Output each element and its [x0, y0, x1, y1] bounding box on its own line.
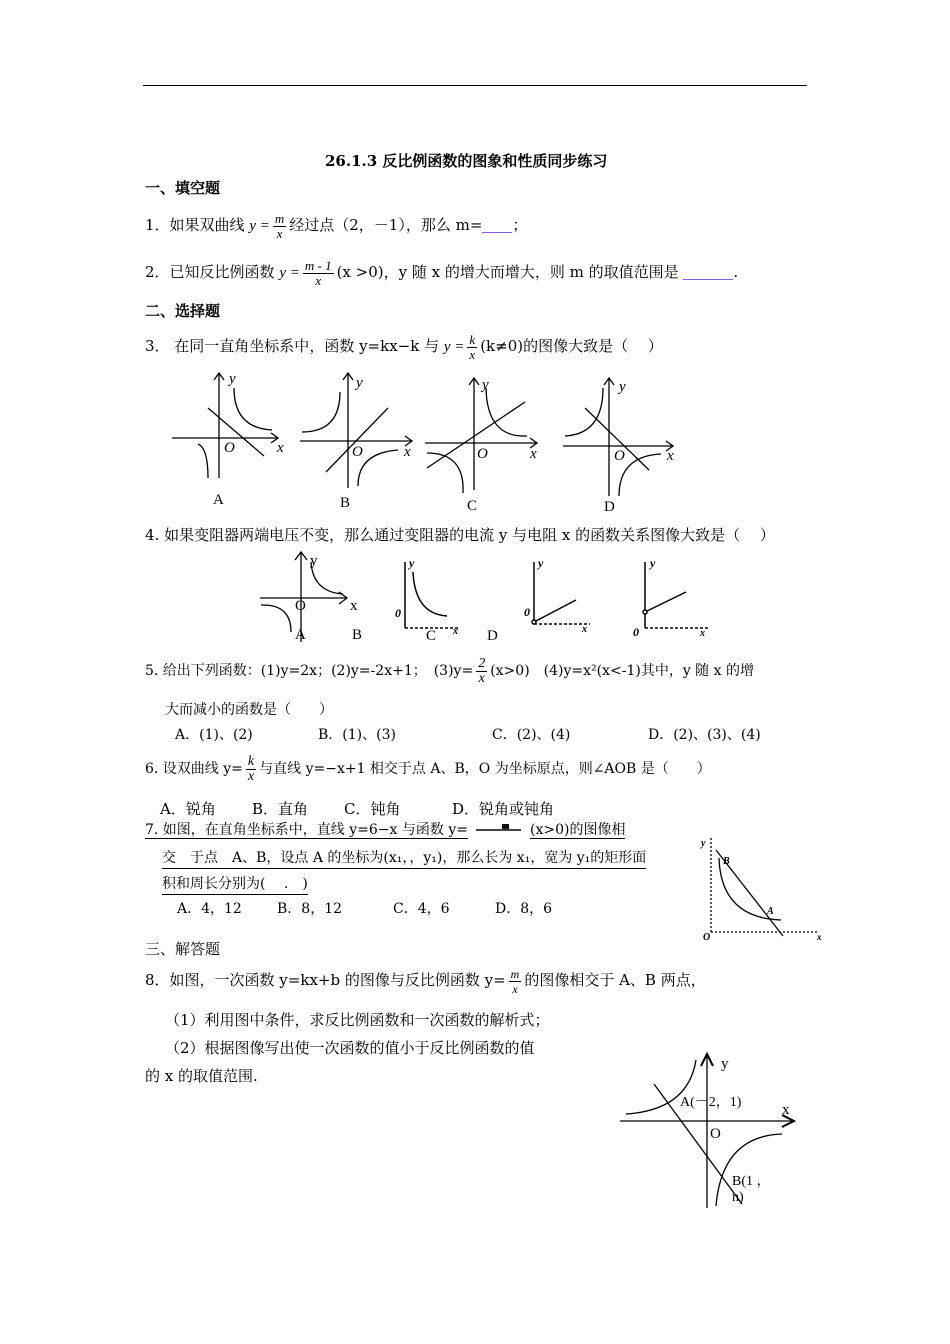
- q5-line-2: 大而减小的函数是（ ）: [165, 702, 333, 718]
- q7-fig-origin: O: [703, 932, 711, 943]
- q1-den: x: [276, 225, 283, 241]
- q6-option-d[interactable]: D．锐角或钝角: [452, 800, 555, 818]
- q4-option-d: D: [487, 628, 498, 644]
- q7-fig-point-a: A: [767, 906, 774, 917]
- q1-answer-blank[interactable]: [482, 220, 512, 233]
- q4d-origin-label: 0: [524, 605, 530, 619]
- q5-text-b: (x>0) (4)y=x²(x<-1)其中，y 随 x 的增: [490, 663, 754, 679]
- q8-part-1: （1）利用图中条件，求反比例函数和一次函数的解析式；: [165, 1011, 550, 1029]
- section-fill-blank: 一、填空题: [145, 179, 221, 197]
- q4d-y-label: y: [538, 556, 544, 570]
- q7-figure: [697, 828, 832, 948]
- q8-den: x: [512, 981, 518, 996]
- q3-lhs: y =: [443, 339, 465, 355]
- question-2: [145, 254, 738, 291]
- q8-fig-origin: O: [710, 1126, 721, 1142]
- q7-garbled-fraction: [468, 823, 530, 837]
- q8-fig-point-b: B(1 ，: [732, 1174, 771, 1189]
- q7-option-c[interactable]: C．4，6: [393, 901, 450, 917]
- q4-graph-a: [255, 550, 375, 645]
- q8-num: m: [510, 966, 520, 981]
- q6-option-b[interactable]: B．直角: [252, 800, 309, 818]
- q4e-origin-label: 0: [633, 625, 639, 639]
- question-8: [145, 962, 706, 998]
- q6-text: 6. 设双曲线 y=: [145, 761, 243, 777]
- q7-text-b: (x>0)的图像相: [529, 822, 626, 838]
- q3c-origin-label: O: [477, 446, 488, 462]
- q3-graph-b: [290, 368, 430, 511]
- question-5: [145, 652, 754, 690]
- q6-option-a[interactable]: A．锐角: [160, 800, 216, 818]
- q7-line-3: 积和周长分别为( . ): [162, 874, 308, 895]
- page-title: 26.1.3 反比例函数的图象和性质同步练习: [325, 152, 608, 170]
- q4-option-c: C: [426, 628, 437, 644]
- section-choice: 二、选择题: [145, 302, 221, 320]
- q6-fraction: [246, 755, 256, 784]
- q4c-x-label: x: [453, 626, 458, 637]
- q1-text: 1．如果双曲线: [145, 216, 245, 234]
- q4a-x-label: x: [350, 598, 358, 614]
- q3-graph-a: [160, 368, 300, 508]
- q7-option-a[interactable]: A．4，12: [177, 901, 242, 917]
- q3-num: k: [469, 331, 476, 347]
- header-rule: [143, 85, 807, 86]
- q7-line-2: 交 于点 A、B，设点 A 的坐标为(x₁，，y₁)，那么长为 x₁，宽为 y₁的矩形面: [162, 848, 646, 869]
- q3b-y-label: y: [356, 375, 363, 391]
- q3-den: x: [469, 346, 476, 362]
- question-6: [145, 750, 711, 788]
- q3d-y-label: y: [619, 379, 626, 395]
- q5-fraction: [476, 657, 487, 686]
- q4a-y-label: y: [310, 553, 318, 569]
- q5-num: 2: [478, 655, 486, 671]
- q3d-x-label: x: [667, 448, 674, 464]
- question-1: [145, 207, 527, 244]
- q3-text: 3． 在同一直角坐标系中，函数 y=kx−k 与: [145, 337, 440, 355]
- q2-fraction: [303, 259, 334, 288]
- q4e-y-label: y: [650, 556, 656, 570]
- q4-option-b: B: [352, 627, 363, 643]
- q2-num: m - 1: [304, 257, 332, 273]
- q3-fraction: [467, 333, 477, 362]
- q8-text-b: 的图像相交于 A、B 两点，: [524, 971, 706, 989]
- q8-fig-point-b-n: n): [732, 1190, 744, 1205]
- q3c-x-label: x: [530, 446, 537, 462]
- question-4: 4. 如果变阻器两端电压不变，那么通过变阻器的电流 y 与电阻 x 的函数关系图像大致是（ ）: [145, 526, 775, 544]
- q7-fig-x-label: x: [817, 932, 822, 942]
- q8-figure: [612, 1048, 812, 1213]
- q5-den: x: [478, 670, 485, 686]
- q4-graph-e: [620, 552, 720, 644]
- q3a-origin-label: O: [224, 440, 235, 456]
- q4-graph-c: [383, 552, 498, 644]
- q8-part-2-cont: 的 x 的取值范围.: [145, 1067, 258, 1085]
- q4c-y-label: y: [409, 556, 415, 570]
- q7-fig-y-label: y: [701, 838, 706, 849]
- q3b-origin-label: O: [352, 444, 363, 460]
- q8-text: 8．如图，一次函数 y=kx+b 的图像与反比例函数 y=: [145, 971, 506, 989]
- q1-text-b: 经过点（2，－1），那么 m=: [289, 216, 483, 234]
- q3d-option-label: D: [604, 499, 615, 515]
- q2-answer-blank[interactable]: [683, 267, 733, 280]
- q3d-origin-label: O: [614, 448, 625, 464]
- q5-option-d[interactable]: D．(2)、(3)、(4): [648, 727, 761, 743]
- q4a-origin-label: O: [295, 598, 306, 614]
- section-answer: 三、解答题: [145, 940, 221, 958]
- q4d-x-label: x: [582, 624, 587, 635]
- q8-fig-x-label: x: [782, 1102, 790, 1118]
- q3b-option-label: B: [340, 495, 351, 511]
- q4c-origin-label: 0: [395, 606, 401, 620]
- q8-fig-point-a: A(－2，1): [680, 1095, 742, 1110]
- q2-lhs: y =: [279, 265, 300, 281]
- q4-graph-d: [510, 552, 610, 644]
- q6-option-c[interactable]: C．钝角: [344, 800, 401, 818]
- q2-text-c: .: [733, 263, 739, 281]
- q7-option-b[interactable]: B．8，12: [277, 901, 343, 917]
- q1-fraction: [273, 212, 286, 241]
- q3a-y-label: y: [229, 371, 236, 387]
- q1-text-c: ；: [512, 216, 528, 234]
- q6-den: x: [247, 768, 255, 784]
- q7-text-a: 7. 如图，在直角坐标系中，直线 y=6−x 与函数 y=: [145, 822, 468, 838]
- q2-text: 2．已知反比例函数: [145, 263, 275, 281]
- q6-text-b: 与直线 y=−x+1 相交于点 A、B，O 为坐标原点，则∠AOB 是（ ）: [259, 761, 711, 777]
- q3c-y-label: y: [482, 377, 489, 393]
- q8-part-2: （2）根据图像写出使一次函数的值小于反比例函数的值: [165, 1039, 535, 1057]
- q4-option-a: A: [295, 627, 306, 643]
- q3c-option-label: C: [467, 498, 478, 514]
- q2-text-b: (x >0)，y 随 x 的增大而增大，则 m 的取值范围是: [336, 263, 679, 281]
- q3-graph-c: [415, 368, 555, 518]
- q6-num: k: [247, 753, 255, 769]
- q1-num: m: [274, 210, 285, 226]
- q5-option-b[interactable]: B．(1)、(3): [318, 727, 396, 743]
- q3b-x-label: x: [404, 444, 411, 460]
- question-3: [145, 328, 663, 365]
- q3a-option-label: A: [213, 492, 224, 508]
- q3a-x-label: x: [277, 440, 284, 456]
- q8-fraction: [509, 967, 522, 996]
- q5-option-c[interactable]: C．(2)、(4): [492, 727, 571, 743]
- q3-graph-d: [555, 368, 695, 518]
- q2-den: x: [315, 272, 322, 288]
- q8-fig-y-label: y: [721, 1056, 729, 1072]
- q5-text: 5. 给出下列函数：(1)y=2x；(2)y=-2x+1； (3)y=: [145, 663, 474, 679]
- q7-option-d[interactable]: D．8，6: [495, 901, 553, 917]
- q3-text-b: (k≠0)的图像大致是（ ）: [480, 337, 663, 355]
- q1-lhs: y =: [249, 218, 270, 234]
- q5-option-a[interactable]: A．(1)、(2): [175, 727, 253, 743]
- q4e-x-label: x: [700, 628, 705, 639]
- q7-line-1: [145, 820, 625, 840]
- q7-fig-point-b: B: [723, 856, 730, 867]
